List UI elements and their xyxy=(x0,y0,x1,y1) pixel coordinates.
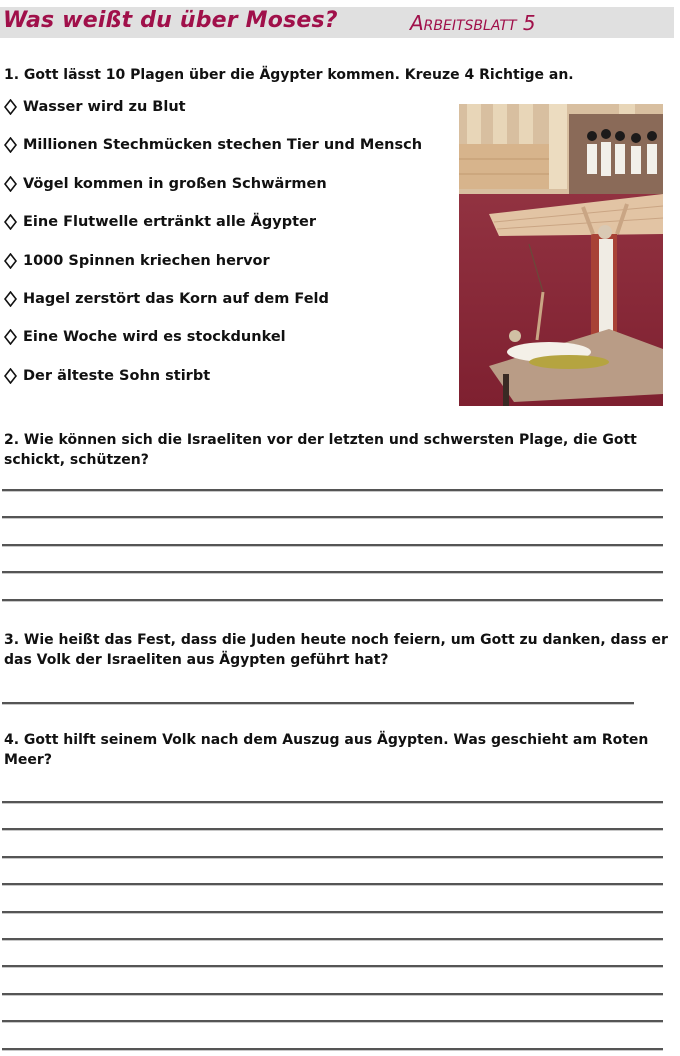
plague-option[interactable] xyxy=(4,214,316,230)
plague-option[interactable] xyxy=(4,329,286,345)
answer-line[interactable] xyxy=(2,702,634,705)
diamond-checkbox-icon[interactable] xyxy=(4,137,17,153)
plague-option[interactable] xyxy=(4,291,329,307)
answer-line[interactable] xyxy=(2,544,663,547)
plague-option[interactable] xyxy=(4,99,186,115)
answer-line[interactable] xyxy=(2,801,663,804)
diamond-checkbox-icon[interactable] xyxy=(4,368,17,384)
answer-line[interactable] xyxy=(2,856,663,859)
answer-line[interactable] xyxy=(2,1020,663,1023)
plague-option-label: Vögel kommen in großen Schwärmen xyxy=(23,175,327,192)
illustration-image xyxy=(459,104,663,406)
plague-option[interactable] xyxy=(4,137,422,153)
question-2: 2. Wie können sich die Israeliten vor der letzten und schwersten Plage, die Gott schickt, schützen? xyxy=(4,432,637,468)
diamond-checkbox-icon[interactable] xyxy=(4,99,17,115)
diamond-checkbox-icon[interactable] xyxy=(4,176,17,192)
plague-option[interactable] xyxy=(4,253,270,269)
diamond-checkbox-icon[interactable] xyxy=(4,214,17,230)
answer-line[interactable] xyxy=(2,911,663,914)
answer-line[interactable] xyxy=(2,516,663,519)
diamond-checkbox-icon[interactable] xyxy=(4,329,17,345)
question-4: 4. Gott hilft seinem Volk nach dem Auszug aus Ägypten. Was geschieht am Roten Meer? xyxy=(4,732,649,768)
plague-option-label: Eine Flutwelle ertränkt alle Ägypter xyxy=(23,214,317,231)
plague-option-label: Der älteste Sohn stirbt xyxy=(23,367,211,384)
answer-line[interactable] xyxy=(2,828,663,831)
question-1: 1. Gott lässt 10 Plagen über die Ägypter kommen. Kreuze 4 Richtige an. xyxy=(4,67,574,83)
answer-line[interactable] xyxy=(2,965,663,968)
moses-plague-illustration xyxy=(459,104,663,406)
plague-option-label: Hagel zerstört das Korn auf dem Feld xyxy=(23,291,329,307)
header-bar xyxy=(0,7,674,38)
plague-option[interactable] xyxy=(4,368,210,384)
worksheet-title: Was weißt du über Moses? xyxy=(3,8,338,33)
plague-option-label: Eine Woche wird es stockdunkel xyxy=(23,329,286,346)
plague-option[interactable] xyxy=(4,176,327,192)
plague-option-label: 1000 Spinnen kriechen hervor xyxy=(23,252,270,269)
answer-line[interactable] xyxy=(2,489,663,492)
answer-line[interactable] xyxy=(2,1048,663,1051)
question-3: 3. Wie heißt das Fest, dass die Juden heute noch feiern, um Gott zu danken, dass er das Volk der Israeliten aus Ägypten geführt hat? xyxy=(4,632,668,668)
answer-line[interactable] xyxy=(2,938,663,941)
worksheet-number: Arbeitsblatt 5 xyxy=(410,11,536,35)
answer-line[interactable] xyxy=(2,993,663,996)
answer-line[interactable] xyxy=(2,571,663,574)
plague-option-label: Millionen Stechmücken stechen Tier und Mensch xyxy=(23,137,423,154)
answer-line[interactable] xyxy=(2,599,663,602)
diamond-checkbox-icon[interactable] xyxy=(4,253,17,269)
answer-line[interactable] xyxy=(2,883,663,886)
diamond-checkbox-icon[interactable] xyxy=(4,291,17,307)
plague-option-label: Wasser wird zu Blut xyxy=(23,99,186,115)
